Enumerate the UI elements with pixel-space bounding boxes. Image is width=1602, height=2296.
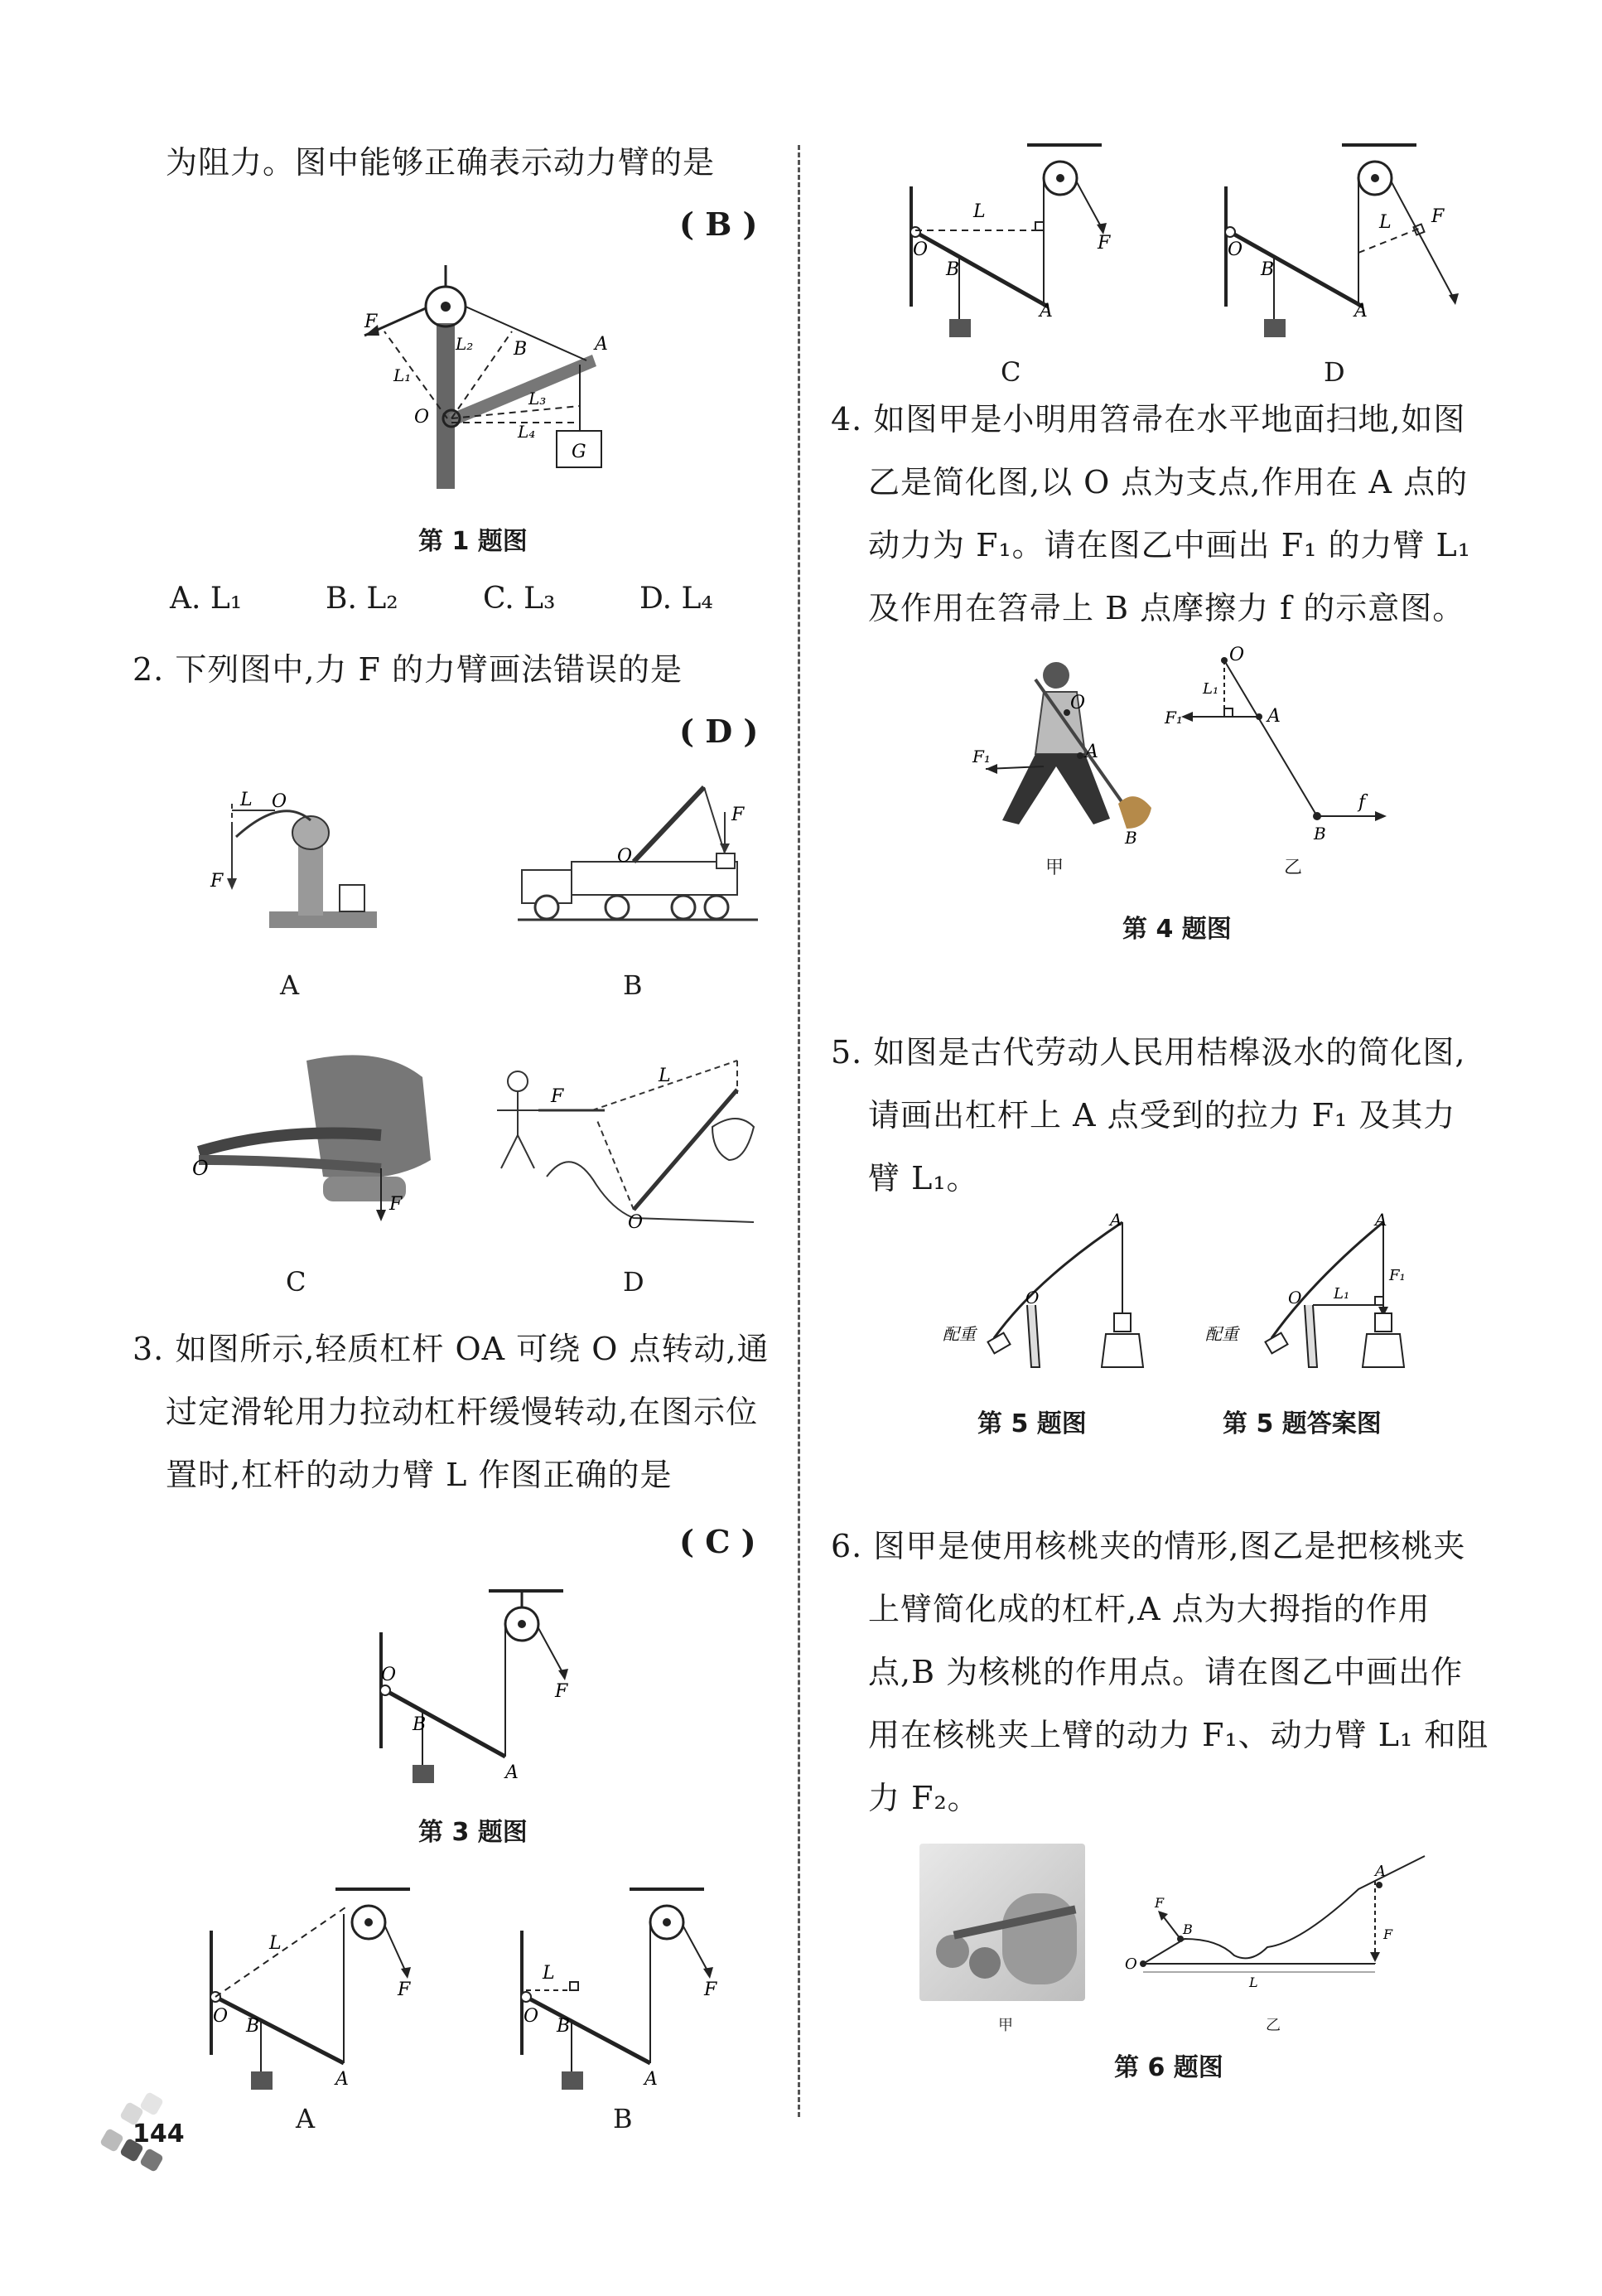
q2-answer: ( D ) [679,713,759,750]
q4-figure-yi [1151,645,1400,843]
q1-option-b: B. L₂ [326,582,398,616]
svg-text:A: A [1110,1210,1122,1230]
q3-line-1: 3. 如图所示,轻质杠杆 OA 可绕 O 点转动,通 [133,1331,770,1367]
q1-option-a: A. L₁ [170,582,243,616]
q1-caption: 第 1 题图 [418,527,528,556]
q3-label-a: A [296,2103,316,2134]
svg-text:L: L [240,790,253,810]
q2-question: 2. 下列图中,力 F 的力臂画法错误的是 [133,651,683,688]
q5-figure [928,1210,1160,1388]
svg-text:L: L [1379,212,1392,233]
q4-line-4: 及作用在笤帚上 B 点摩擦力 f 的示意图。 [868,590,1465,626]
q6-line-5: 力 F₂。 [868,1780,980,1816]
q6-photo-jia [919,1844,1085,2001]
q2-label-a: A [280,969,300,1001]
svg-text:B: B [1261,259,1275,280]
svg-text:A: A [335,2069,349,2090]
svg-text:L: L [269,1933,282,1954]
q6-line-4: 用在核桃夹上臂的动力 F₁、动力臂 L₁ 和阻 [868,1717,1489,1753]
q2-label-b: B [623,969,643,1001]
svg-text:L₁: L₁ [1334,1285,1350,1303]
q6-line-2: 上臂简化成的杠杆,A 点为大拇指的作用 [868,1591,1431,1627]
svg-text:A: A [1040,301,1053,321]
svg-text:L₁: L₁ [393,365,412,385]
svg-text:O: O [192,1157,209,1180]
q3-option-a-figure [203,1881,435,2096]
q3-option-c-figure [903,133,1143,348]
q5-answer-figure [1205,1210,1437,1388]
lever-oa [385,1690,505,1757]
q5-caption: 第 5 题图 [977,1409,1087,1438]
q1-option-d: D. L₄ [639,582,713,616]
svg-text:G: G [572,442,586,462]
svg-text:A: A [1354,301,1368,321]
q2-figure-b [518,779,758,928]
svg-text:O: O [381,1665,397,1685]
svg-text:F₁: F₁ [1165,708,1183,727]
page-number: 144 [133,2120,185,2149]
q4-sub-yi: 乙 [1284,858,1303,878]
svg-text:F: F [1383,1926,1393,1942]
svg-text:B: B [1183,1921,1193,1937]
svg-text:B: B [514,339,528,360]
svg-text:F: F [210,871,224,892]
q3-option-d-figure [1218,133,1466,348]
svg-text:L₁: L₁ [1203,680,1219,698]
svg-text:L: L [1249,1975,1258,1990]
q4-line-3: 动力为 F₁。请在图乙中画出 F₁ 的力臂 L₁ [868,527,1471,563]
q4-sub-jia: 甲 [1045,858,1064,878]
q3-line-2: 过定滑轮用力拉动杠杆缓慢转动,在图示位 [166,1394,759,1430]
lever-bar [449,355,596,426]
q2-figure-d [489,1044,762,1235]
q6-line-1: 6. 图甲是使用核桃夹的情形,图乙是把核桃夹 [831,1528,1466,1564]
svg-text:L: L [973,201,986,222]
q2-label-c: C [286,1266,306,1298]
svg-text:O: O [524,2006,539,2027]
q6-caption: 第 6 题图 [1114,2053,1223,2082]
svg-text:O: O [913,239,929,260]
q5-line-1: 5. 如图是古代劳动人民用桔槔汲水的简化图, [831,1034,1466,1071]
q2-figure-a [199,787,389,945]
svg-text:L₄: L₄ [518,422,536,442]
svg-text:F: F [731,805,745,825]
q3-label-b: B [613,2103,633,2134]
svg-text:O: O [617,846,633,867]
svg-text:F₁: F₁ [1389,1267,1406,1284]
svg-text:O: O [213,2006,229,2027]
svg-text:B: B [946,259,960,280]
svg-text:F₁: F₁ [972,747,991,766]
svg-text:O: O [1070,693,1086,713]
svg-text:A: A [595,334,608,355]
svg-text:A: A [1375,1863,1386,1880]
svg-text:B: B [1125,828,1137,848]
svg-text:A: A [1267,706,1281,727]
q5-answer-caption: 第 5 题答案图 [1223,1409,1382,1438]
svg-text:配重: 配重 [1205,1324,1238,1344]
q3-figure [356,1583,588,1798]
q4-line-2: 乙是简化图,以 O 点为支点,作用在 A 点的 [868,464,1469,500]
svg-text:A: A [1085,742,1098,762]
svg-text:F: F [1431,206,1445,227]
svg-text:F: F [555,1681,568,1702]
q2-label-d: D [623,1266,644,1298]
q1-figure [331,257,630,505]
svg-text:O: O [414,407,430,428]
svg-text:O: O [1025,1288,1040,1308]
svg-text:F: F [551,1086,564,1107]
q5-line-3: 臂 L₁。 [868,1160,979,1196]
q3-caption: 第 3 题图 [418,1818,528,1847]
svg-text:A: A [644,2069,658,2090]
q1-option-c: C. L₃ [483,582,556,616]
svg-text:B: B [413,1714,427,1735]
svg-text:F: F [398,1979,411,2000]
svg-text:L: L [659,1066,671,1086]
svg-text:A: A [1375,1210,1387,1230]
q1-tail-text: 为阻力。图中能够正确表示动力臂的是 [166,144,716,181]
q3-line-3: 置时,杠杆的动力臂 L 作图正确的是 [166,1457,673,1493]
q6-line-3: 点,B 为核桃的作用点。请在图乙中画出作 [868,1654,1464,1690]
svg-text:F: F [1155,1895,1165,1911]
svg-text:B: B [246,2016,260,2037]
svg-text:L₂: L₂ [456,334,474,354]
svg-text:O: O [1288,1288,1302,1308]
q5-line-2: 请画出杠杆上 A 点受到的拉力 F₁ 及其力 [868,1097,1456,1133]
q3-label-d: D [1324,356,1345,388]
svg-text:B: B [557,2016,571,2037]
svg-text:F: F [364,312,378,332]
svg-text:O: O [628,1212,644,1233]
svg-text:O: O [1125,1955,1137,1973]
svg-text:O: O [272,791,287,812]
svg-text:L₃: L₃ [528,389,547,408]
svg-text:L: L [543,1963,555,1984]
svg-text:F: F [1098,233,1111,254]
q6-sub-yi: 乙 [1266,2017,1281,2034]
column-divider [798,145,800,2117]
q6-figure-yi [1110,1848,1441,2013]
svg-text:F: F [704,1979,717,2000]
q4-line-1: 4. 如图甲是小明用笤帚在水平地面扫地,如图 [831,401,1466,437]
svg-text:F: F [389,1194,403,1215]
svg-text:f: f [1358,792,1366,813]
q3-option-b-figure [514,1881,746,2096]
q3-label-c: C [1001,356,1021,388]
q4-figure-jia [969,655,1160,848]
q2-figure-c [182,1044,447,1235]
svg-text:B: B [1314,824,1326,843]
svg-text:配重: 配重 [943,1324,976,1344]
svg-text:A: A [505,1762,519,1783]
q3-answer: ( C ) [679,1523,756,1560]
q4-caption: 第 4 题图 [1122,915,1232,944]
svg-text:O: O [1228,239,1243,260]
svg-text:O: O [1229,645,1245,665]
q1-answer: ( B ) [679,205,758,243]
q6-sub-jia: 甲 [998,2017,1013,2034]
